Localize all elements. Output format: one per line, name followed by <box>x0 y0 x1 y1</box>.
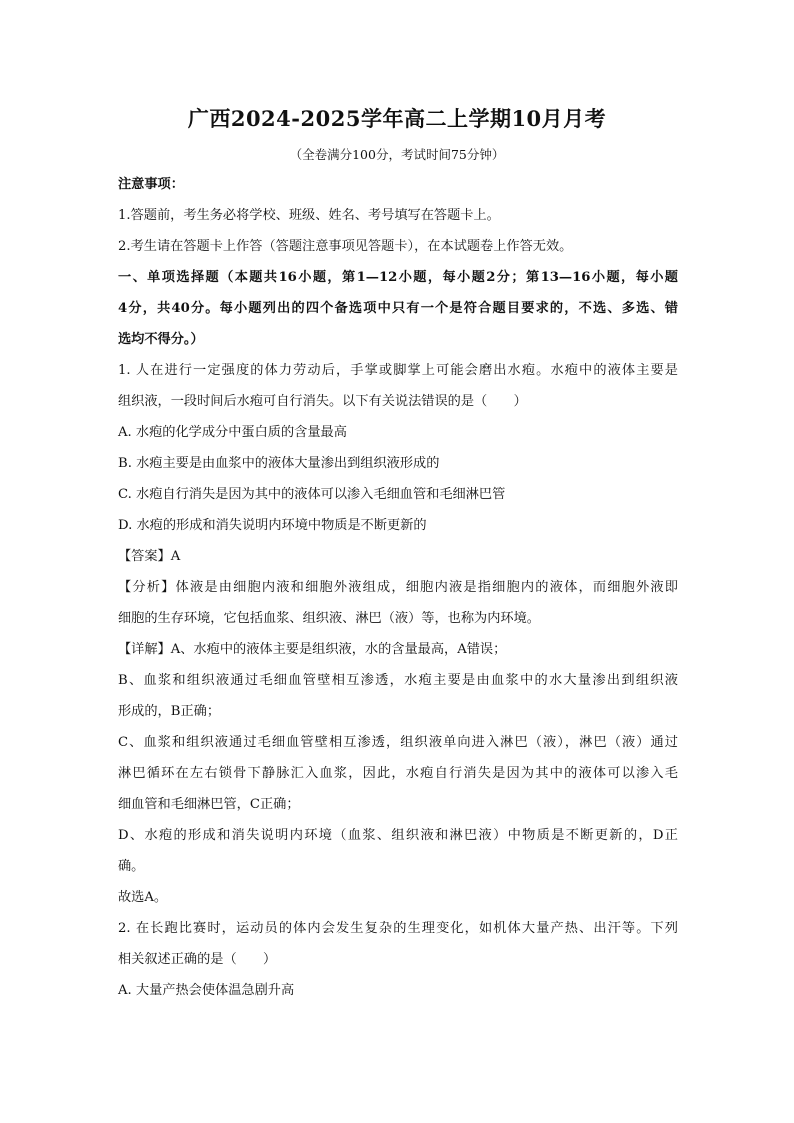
question-2-stem-line-2: 相关叙述正确的是（ ） <box>118 952 277 967</box>
answer-line: 【答案】A <box>118 549 181 564</box>
question-1-option-b: B. 水疱主要是由血浆中的液体大量渗出到组织液形成的 <box>118 456 440 471</box>
detail-line-2: B、血浆和组织液通过毛细血管壁相互渗透，水疱主要是由血浆中的水大量渗出到组织液 <box>118 673 678 688</box>
notice-item-2: 2.考生请在答题卡上作答（答题注意事项见答题卡），在本试题卷上作答无效。 <box>118 239 573 254</box>
exam-subtitle: （全卷满分100分，考试时间75分钟） <box>289 147 505 162</box>
detail-line-4: C、血浆和组织液通过毛细血管壁相互渗透，组织液单向进入淋巴（液），淋巴（液）通过 <box>118 735 678 750</box>
analysis-line-2: 细胞的生存环境，它包括血浆、组织液、淋巴（液）等，也称为内环境。 <box>118 611 540 626</box>
notice-item-1: 1.答题前，考生务必将学校、班级、姓名、考号填写在答题卡上。 <box>118 208 500 223</box>
question-1-option-a: A. 水疱的化学成分中蛋白质的含量最高 <box>118 425 347 440</box>
question-1-stem-line-2: 组织液，一段时间后水疱可自行消失。以下有关说法错误的是（ ） <box>118 394 527 409</box>
question-2-stem-line-1: 2. 在长跑比赛时，运动员的体内会发生复杂的生理变化，如机体大量产热、出汗等。下列 <box>118 921 678 936</box>
analysis-line-1: 【分析】体液是由细胞内液和细胞外液组成，细胞内液是指细胞内的液体，而细胞外液即 <box>118 580 678 595</box>
question-1-stem-line-1: 1. 人在进行一定强度的体力劳动后，手掌或脚掌上可能会磨出水疱。水疱中的液体主要是 <box>118 363 678 378</box>
section-heading-line-1: 一、单项选择题（本题共16小题，第1—12小题，每小题2分；第13—16小题，每小题 <box>118 270 678 285</box>
question-2-option-a: A. 大量产热会使体温急剧升高 <box>118 983 295 998</box>
detail-line-1: 【详解】A、水疱中的液体主要是组织液，水的含量最高，A错误； <box>118 642 507 657</box>
detail-line-7: D、水疱的形成和消失说明内环境（血浆、组织液和淋巴液）中物质是不断更新的，D正 <box>118 828 678 843</box>
page-title: 广西2024-2025学年高二上学期10月月考 <box>187 106 607 131</box>
notice-heading: 注意事项： <box>118 177 184 192</box>
section-heading-line-2: 4分，共40分。每小题列出的四个备选项中只有一个是符合题目要求的，不选、多选、错 <box>118 301 678 316</box>
detail-line-8: 确。 <box>118 859 145 874</box>
detail-line-3: 形成的，B正确； <box>118 704 221 719</box>
conclusion-line: 故选A。 <box>118 890 168 905</box>
detail-line-5: 淋巴循环在左右锁骨下静脉汇入血浆，因此，水疱自行消失是因为其中的液体可以渗入毛 <box>118 766 678 781</box>
question-1-option-d: D. 水疱的形成和消失说明内环境中物质是不断更新的 <box>118 518 427 533</box>
section-heading-line-3: 选均不得分。） <box>118 332 204 347</box>
question-1-option-c: C. 水疱自行消失是因为其中的液体可以渗入毛细血管和毛细淋巴管 <box>118 487 506 502</box>
detail-line-6: 细血管和毛细淋巴管，C正确； <box>118 797 300 812</box>
